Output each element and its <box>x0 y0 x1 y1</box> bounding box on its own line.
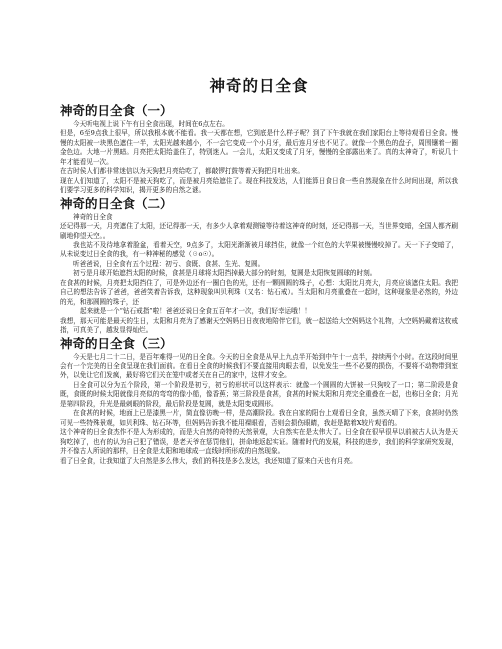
section-2-paragraph: 初亏是月球开始遮挡太阳的时候，食甚是月球将太阳挡掉最大部分的时刻，复圆是太阳恢复圆球的时刻。 <box>73 269 377 278</box>
section-1-heading: 神奇的日全食（一） <box>60 103 173 118</box>
section-3-paragraph: 看了日全食，让我知道了大自然是多么伟大，我们的科技是多么发达，我还知道了原来白天也有月亮。 <box>60 456 357 465</box>
section-3-heading: 神奇的日全食（三） <box>60 335 173 351</box>
section-2-paragraph: 我也站不及待地拿着脸盆，看着天空，9点多了，太阳光渐渐被月球挡住，就像一个红色的大苹果被慢慢咬掉了。天一下子变暗了，从未说变过日全食的我，有一种神秘的感觉（☉o☉）。 <box>60 240 458 259</box>
section-3-paragraph: 这个神奇的日全食杰作不是人为形成的，而是大自然的奇特的天然景观，大自然实在是太伟大了。日全食在很早很早以前被古人认为是天狗吃掉了，也有的认为自己犯了错误，是老天爷在惩罚他们，拼命地返起实证。随着时代的发展，科技的进步，我们的科学家研究发现，并不像古人所说的那样，日全食是太阳和地球成一直线时所形成的自然现象。 <box>60 428 458 456</box>
section-2-paragraph: 起来就是一个“钻石戒指”啦！爸爸还说日全食五百年才一次，我们好幸运哦！！ <box>80 307 311 316</box>
document-title: 神奇的日全食 <box>209 77 309 95</box>
section-3-paragraph: 在食甚的时候，地面上已是漆黑一片，简直像彷晚一样，是高潮阶段。我在自家的阳台上观看日全食，虽然天晴了下来，食甚时仍然可见一些特殊景观，如贝利珠、钻石环等，但妈妈告诉我不能用裸眼看，否则会损伤眼睛，我赶是踮着X较片观看的。 <box>60 409 458 427</box>
section-3 <box>60 336 458 466</box>
section-3-paragraph: 今天是七月二十二日，是百年难得一见的日全食。今天的日全食是从早上九点半开始到中午十一点半，持续两个小时。在这段时间里会有一个完美的日全食呈现在我们面前。在看日全食的时候我们不要直接用肉眼去看，以免发生一些不必要的损伤，不要将不动物带到室外，以免让它们发疯，最好将它们关在笼中或者关在自己的家中，这样才安全。 <box>60 352 458 380</box>
section-1-paragraph: 今天听电视上说下午有日全食出现，时间在6点左右。 <box>73 120 229 128</box>
section-1-paragraph: 现在人们知道了，太阳不是被天狗吃了，而是被月亮给遮住了。现在科技发达，人们能算日食日食一些自然现象在什么时间出现，所以我们要学习更多的科学知识，揭开更多的自然之谜。 <box>60 176 458 195</box>
section-2 <box>60 196 458 336</box>
section-1 <box>60 103 458 196</box>
section-1-paragraph: 但是，6至9点我上很早，所以我根本就不能看。我一天都在想，它到底是什么样子呢？到了下午我就在我们家阳台上等待观看日全食。慢慢的太阳被一块黑色遮住一半，太阳光越来越小，不一会它变成一个小月牙，最后连月牙也不见了。就像一个黑色的盘子，周围镶着一圈金色边。大地一片黑暗。月亮把太阳给盖住了，特别迷人。一会儿，太阳又变成了月牙，慢慢的全部露出来了。真的太神奇了，听说几十年才能看见一次。 <box>60 129 458 166</box>
section-2-paragraph: 还记得那一天，月亮遮住了太阳，还记得那一天，有多少人拿着观测镜等待着这神奇的时刻，还记得那一天，当世界变暗，全国人都齐刷刷地仰望天空。。 <box>60 222 458 240</box>
section-1-paragraph: 在古时侯人们都非常迷信以为天狗把月亮给吃了，都敲锣打鼓等着天狗把月吐出来。 <box>60 167 304 176</box>
section-2-paragraph: 听爸爸说，日全食有五个过程：初亏、食既、食甚、生光、复圆。 <box>73 259 265 268</box>
section-2-paragraph: 神奇的日全食 <box>73 212 113 221</box>
section-2-paragraph: 在食甚的时候，月亮把太阳挡住了，可是外边还有一圈白色的光，还有一颗圆圆的珠子，心想：太阳比月亮大，月亮应该遮住太阳。我把自己的想法告诉了爸爸，爸爸笑着告诉我，这种现象叫贝利珠（又名：钻石戒）。当太阳和月亮重叠在一起时，这种现象是必然的，外边的光，和那圆圆的珠子，还 <box>60 278 458 306</box>
section-2-paragraph: 我想，那天可能是最天的生日，太阳和月亮为了感谢天空妈妈日日夜夜地陪伴它们，就一起送给大空妈妈这个礼物，大空妈妈戴着这枚戒指，可真美了，越发显得灿烂。 <box>60 316 458 335</box>
section-3-paragraph: 日全食可以分为五个阶段，第一个阶段是初亏，初亏的形状可以这样表示：就像一个圆圆的大饼被一只狗咬了一口；第二阶段是食既，食既的时候太阳就像月亮似的弯弯的像小船，像香蕉；第三阶段是食甚，食甚的时候太阳和月亮完全重叠在一起，也称日全食；月光是第四阶段，升光是最刺眼的阶段，最后阶段是复圆，就是太阳变成圆形。 <box>60 380 458 408</box>
section-2-heading: 神奇的日全食（二） <box>60 195 173 211</box>
